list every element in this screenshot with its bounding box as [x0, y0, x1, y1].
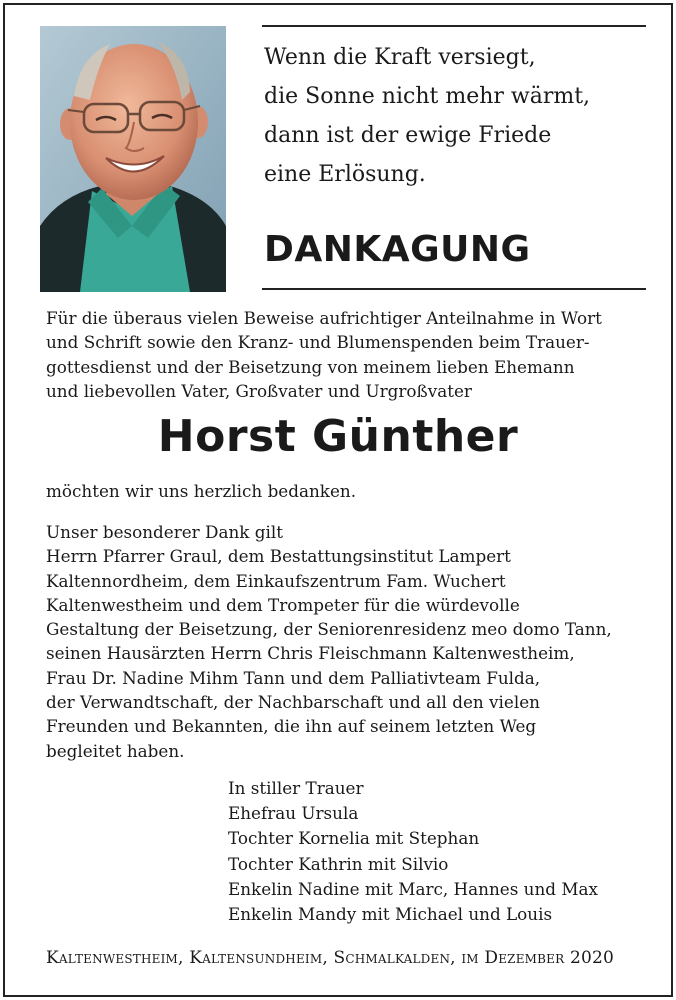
motto-line: die Sonne nicht mehr wärmt, — [264, 84, 591, 109]
special-thanks-line: seinen Hausärzten Herrn Chris Fleischmann Kaltenwestheim, — [46, 643, 575, 664]
signature-line: Tochter Kornelia mit Stephan — [228, 828, 480, 849]
motto-line: Wenn die Kraft versiegt, — [264, 45, 536, 70]
special-thanks-line: der Verwandtschaft, der Nachbarschaft und all den vielen — [46, 692, 540, 713]
intro-line: Für die überaus vielen Beweise aufrichtiger Anteilnahme in Wort — [46, 308, 602, 328]
intro-line: und liebevollen Vater, Großvater und Urgroßvater — [46, 380, 472, 401]
special-thanks-line: Unser besonderer Dank gilt — [46, 522, 284, 542]
special-thanks-line: Kaltenwestheim und dem Trompeter für die würdevolle — [46, 594, 520, 615]
deceased-name: Horst Günther — [157, 411, 519, 462]
special-thanks-line: Frau Dr. Nadine Mihm Tann und dem Palliativteam Fulda, — [46, 667, 541, 688]
thanks-line: möchten wir uns herzlich bedanken. — [46, 481, 357, 501]
signature-line: Enkelin Mandy mit Michael und Louis — [228, 904, 553, 925]
bottom-rule — [262, 288, 646, 290]
page-title: DANKAGUNG — [264, 229, 531, 270]
motto-line: eine Erlösung. — [264, 162, 426, 187]
motto-line: dann ist der ewige Friede — [264, 123, 552, 148]
top-rule — [262, 25, 646, 27]
signature-line: Enkelin Nadine mit Marc, Hannes und Max — [228, 878, 599, 899]
special-thanks-paragraph — [46, 520, 646, 763]
intro-paragraph — [46, 306, 646, 403]
motto-verse — [264, 38, 644, 194]
special-thanks-line: Herrn Pfarrer Graul, dem Bestattungsinstitut Lampert — [46, 546, 511, 567]
signature-line: Tochter Kathrin mit Silvio — [228, 853, 449, 874]
special-thanks-line: Kaltennordheim, dem Einkaufszentrum Fam. Wuchert — [46, 570, 506, 591]
signature-line: Ehefrau Ursula — [228, 803, 359, 824]
special-thanks-line: Gestaltung der Beisetzung, der Seniorenresidenz meo domo Tann, — [46, 619, 612, 640]
signatures-list — [228, 776, 598, 927]
place-date-footer: Kaltenwestheim, Kaltensundheim, Schmalkalden, im Dezember 2020 — [46, 948, 615, 968]
special-thanks-line: begleitet haben. — [46, 740, 185, 761]
intro-line: und Schrift sowie den Kranz- und Blumenspenden beim Trauer- — [46, 332, 590, 353]
portrait-photo — [40, 26, 226, 292]
special-thanks-line: Freunden und Bekannten, die ihn auf seinem letzten Weg — [46, 716, 537, 737]
intro-line: gottesdienst und der Beisetzung von meinem lieben Ehemann — [46, 356, 575, 377]
signature-line: In stiller Trauer — [228, 778, 364, 798]
